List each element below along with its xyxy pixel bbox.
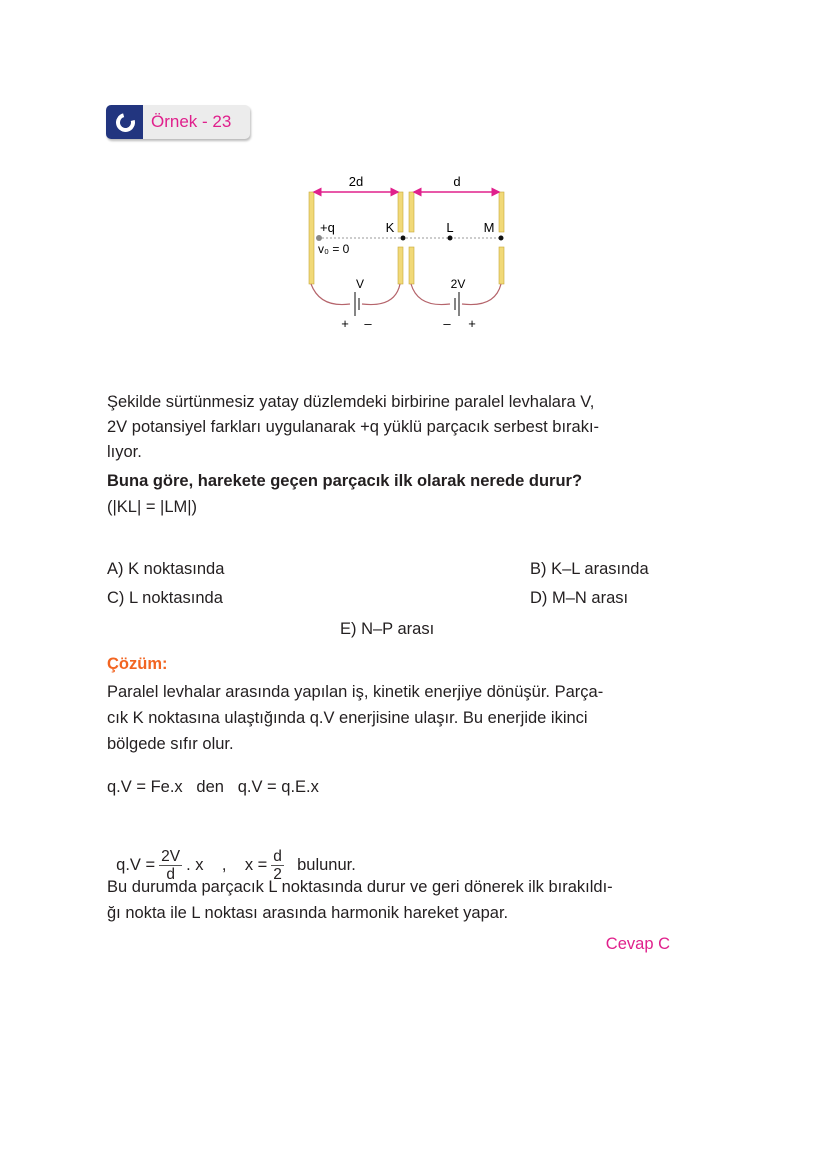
option-b: B) K–L arasında	[530, 560, 649, 578]
option-c: C) L noktasında	[107, 589, 223, 607]
question-line: Şekilde sürtünmesiz yatay düzlemdeki birbirine paralel levhalara V,	[107, 393, 595, 411]
polarity: –	[364, 316, 372, 331]
voltage-2v: 2V	[450, 277, 466, 291]
circuit-diagram	[300, 170, 520, 335]
question-condition: (|KL| = |LM|)	[107, 498, 198, 516]
fraction-d-2: $\frac{d}{2}$	[273, 848, 282, 883]
wires	[311, 284, 501, 305]
particle	[316, 235, 322, 241]
polarity: –	[443, 316, 451, 331]
voltage-v: V	[355, 277, 365, 291]
solution-heading: Çözüm:	[107, 655, 168, 673]
solution-line: bölgede sıfır olur.	[107, 735, 234, 753]
question-line: 2V potansiyel farkları uygulanarak +q yüklü parçacık serbest bırakı-	[107, 418, 600, 436]
label-d: d	[453, 174, 461, 189]
label-2d: 2d	[348, 174, 364, 189]
eq-lhs: q.V =	[116, 855, 156, 874]
polarity: +	[341, 316, 349, 331]
example-label: Örnek - 23	[151, 112, 232, 131]
point-m: M	[483, 220, 495, 235]
solution-line: Bu durumda parçacık L noktasında durur ve geri dönerek ilk bırakıldı-	[107, 878, 613, 896]
solution-line: Paralel levhalar arasında yapılan iş, kinetik enerjiye dönüşür. Parça-	[107, 683, 604, 701]
option-a: A) K noktasında	[107, 560, 225, 578]
fraction-2v-d: $\frac{2V}{d}$	[161, 848, 181, 883]
v0-label: v₀ = 0	[318, 242, 350, 256]
eq-mid: . x , x =	[186, 855, 268, 874]
question-line: lıyor.	[107, 443, 142, 461]
example-icon	[106, 105, 143, 139]
equation-1: q.V = Fe.x den q.V = q.E.x	[107, 778, 319, 796]
point-k: K	[385, 220, 395, 235]
option-e: E) N–P arası	[340, 620, 435, 638]
solution-line: cık K noktasına ulaştığında q.V enerjisine ulaşır. Bu enerjide ikinci	[107, 709, 588, 727]
eq-tail: bulunur.	[297, 855, 356, 874]
charge-label: +q	[320, 220, 335, 235]
polarity: +	[468, 316, 476, 331]
example-badge	[106, 105, 250, 139]
answer: Cevap C	[605, 935, 670, 953]
question-prompt: Buna göre, harekete geçen parçacık ilk olarak nerede durur?	[107, 472, 583, 490]
option-d: D) M–N arası	[530, 589, 629, 607]
point-l: L	[446, 220, 454, 235]
solution-line: ğı nokta ile L noktası arasında harmonik hareket yapar.	[107, 904, 509, 922]
